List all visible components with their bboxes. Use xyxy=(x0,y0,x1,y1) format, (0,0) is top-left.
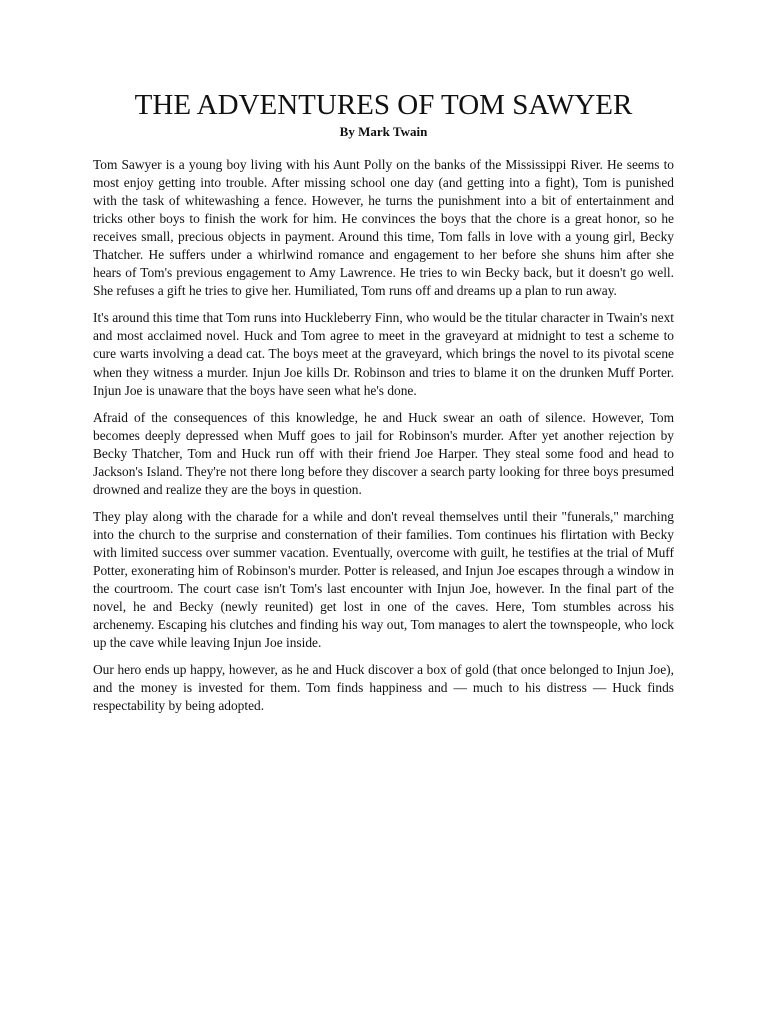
paragraph-5: Our hero ends up happy, however, as he and Huck discover a box of gold (that once belonged to Injun Joe), and the money is invested for them. Tom finds happiness and — much to his distress — Huck finds respectability by being adopted. xyxy=(93,662,674,714)
paragraph-2: It's around this time that Tom runs into Huckleberry Finn, who would be the titular character in Twain's next and most acclaimed novel. Huck and Tom agree to meet in the graveyard at midnight to test a scheme to cure warts involving a dead cat. The boys meet at the graveyard, which brings the novel to its pivotal scene when they witness a murder. Injun Joe kills Dr. Robinson and tries to blame it on the drunken Muff Porter. Injun Joe is unaware that the boys have seen what he's done. xyxy=(93,310,674,398)
document-page xyxy=(93,88,674,724)
document-body xyxy=(93,156,674,715)
document-title: THE ADVENTURES OF TOM SAWYER xyxy=(134,89,633,121)
document-author: By Mark Twain xyxy=(339,124,428,139)
paragraph-3: Afraid of the consequences of this knowledge, he and Huck swear an oath of silence. However, Tom becomes deeply depressed when Muff goes to jail for Robinson's murder. After yet another rejection by Becky Thatcher, Tom and Huck run off with their friend Joe Harper. They steal some food and head to Jackson's Island. They're not there long before they discover a search party looking for three boys presumed drowned and realize they are the boys in question. xyxy=(93,409,674,497)
paragraph-4: They play along with the charade for a while and don't reveal themselves until their "funerals," marching into the church to the surprise and consternation of their families. Tom continues his flirtation with Becky with limited success over summer vacation. Eventually, overcome with guilt, he testifies at the trial of Muff Potter, exonerating him of Robinson's murder. Potter is released, and Injun Joe escapes through a window in the courtroom. The court case isn't Tom's last encounter with Injun Joe, however. In the final part of the novel, he and Becky (newly reunited) get lost in one of the caves. Here, Tom stumbles across his archenemy. Escaping his clutches and finding his way out, Tom manages to alert the townspeople, who lock up the cave while leaving Injun Joe inside. xyxy=(93,508,674,651)
paragraph-1: Tom Sawyer is a young boy living with his Aunt Polly on the banks of the Mississippi River. He seems to most enjoy getting into trouble. After missing school one day (and getting into a fight), Tom is punished with the task of whitewashing a fence. However, he turns the punishment into a bit of entertainment and tricks other boys to finish the work for him. He convinces the boys that the chore is a great honor, so he receives small, precious objects in payment. Around this time, Tom falls in love with a young girl, Becky Thatcher. He suffers under a whirlwind romance and engagement to her before she shuns him after she hears of Tom's previous engagement to Amy Lawrence. He tries to win Becky back, but it doesn't go well. She refuses a gift he tries to give her. Humiliated, Tom runs off and dreams up a plan to run away. xyxy=(93,157,674,299)
